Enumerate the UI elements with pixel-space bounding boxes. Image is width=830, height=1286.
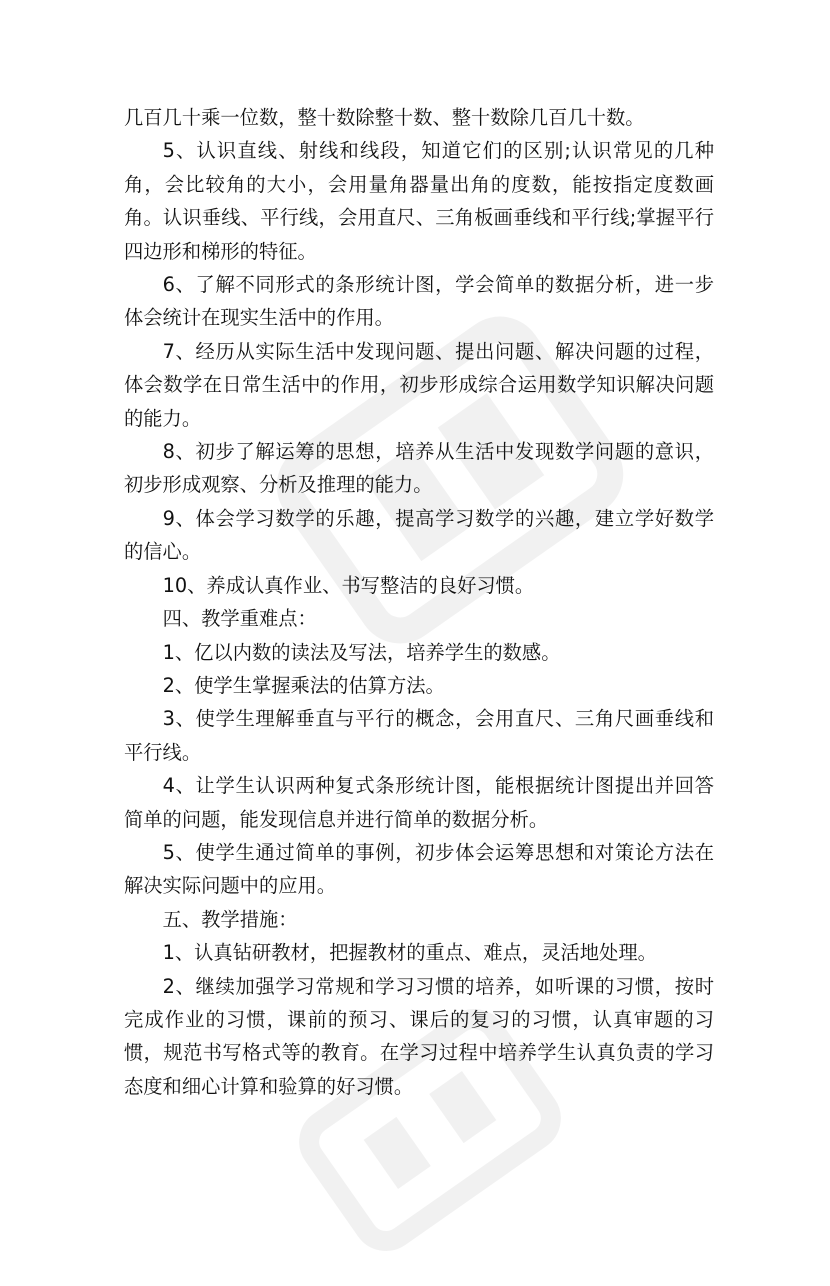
objective-10: 10、养成认真作业、书写整洁的良好习惯。 (162, 573, 535, 597)
measure-1: 1、认真钻研教材，把握教材的重点、难点，灵活地处理。 (162, 941, 657, 965)
key-point-5: 5、使学生通过简单的事例，初步体会运筹思想和对策论方法在解决实际问题中的应用。 (124, 840, 714, 898)
section-heading-measures: 五、教学措施： (162, 907, 298, 931)
section-heading-key-points: 四、教学重难点： (162, 607, 317, 631)
key-point-3: 3、使学生理解垂直与平行的概念，会用直尺、三角尺画垂线和平行线。 (124, 707, 714, 764)
key-point-2: 2、使学生掌握乘法的估算方法。 (162, 673, 445, 697)
key-point-4: 4、让学生认识两种复式条形统计图，能根据统计图提出并回答简单的问题，能发现信息并进行简单的数据分析。 (124, 774, 714, 831)
objective-8: 8、初步了解运筹的思想，培养从生活中发现数学问题的意识，初步形成观察、分析及推理的能力。 (124, 440, 714, 497)
objective-9: 9、体会学习数学的乐趣，提高学习数学的兴趣，建立学好数学的信心。 (124, 506, 714, 564)
objective-6: 6、了解不同形式的条形统计图，学会简单的数据分析，进一步体会统计在现实生活中的作用。 (124, 273, 714, 330)
document-body (124, 101, 714, 1103)
paragraph-continued: 几百几十乘一位数，整十数除整十数、整十数除几百几十数。 (124, 106, 645, 129)
objective-7: 7、经历从实际生活中发现问题、提出问题、解决问题的过程，体会数学在日常生活中的作用，初步形成综合运用数学知识解决问题的能力。 (124, 339, 714, 430)
key-point-1: 1、亿以内数的读法及写法，培养学生的数感。 (162, 640, 561, 664)
measure-2: 2、继续加强学习常规和学习习惯的培养，如听课的习惯，按时完成作业的习惯，课前的预习、课后的复习的习惯，认真审题的习惯，规范书写格式等的教育。在学习过程中培养学生认真负责的学习态度和细心计算和验算的好习惯。 (124, 974, 714, 1098)
objective-5: 5、认识直线、射线和线段，知道它们的区别;认识常见的几种角，会比较角的大小，会用量角器量出角的度数，能按指定度数画角。认识垂线、平行线，会用直尺、三角板画垂线和平行线;掌握平行四边形和梯形的特征。 (124, 139, 714, 263)
